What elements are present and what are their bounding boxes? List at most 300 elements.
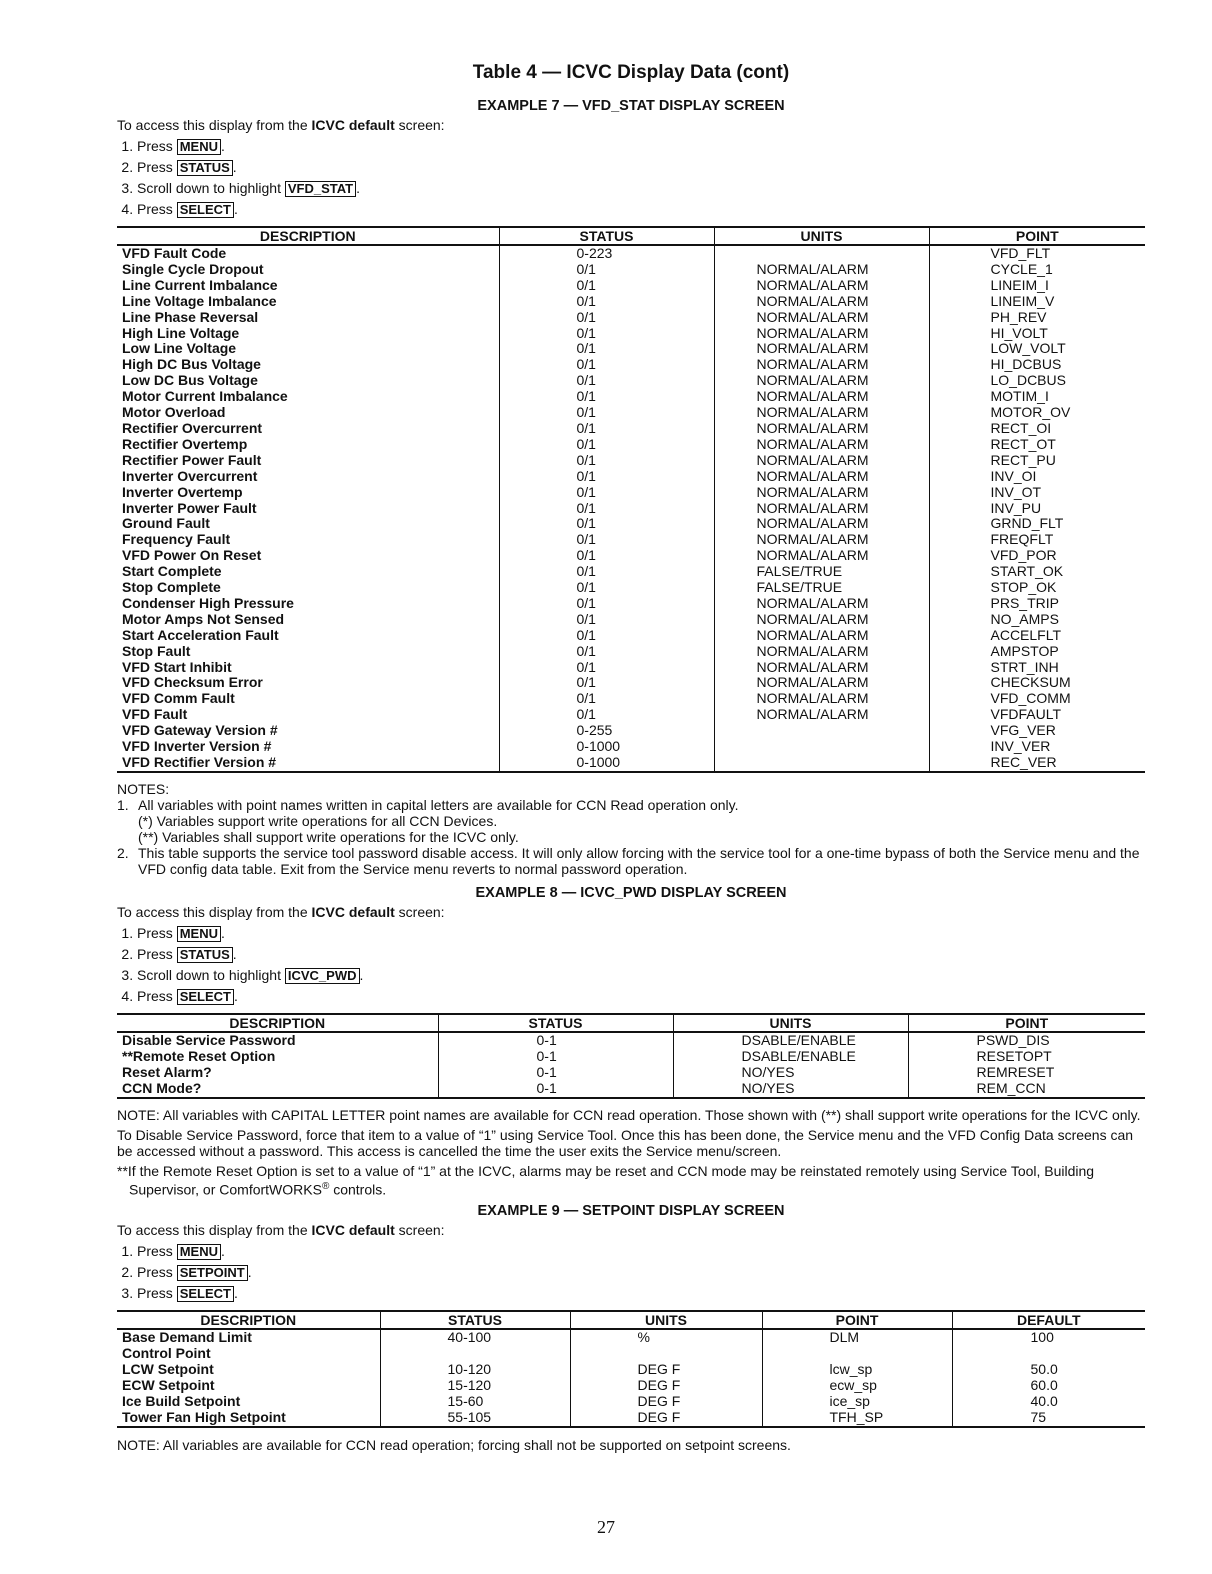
column-header: POINT [908, 1014, 1145, 1032]
table-cell: 0/1 [499, 421, 714, 437]
table-cell: 0/1 [499, 341, 714, 357]
table-row [117, 262, 1145, 278]
table-cell: NORMAL/ALARM [714, 501, 929, 517]
step-text: Press [137, 924, 177, 941]
step-end: . [232, 945, 237, 962]
table-cell: PRS_TRIP [929, 596, 1145, 612]
status-key[interactable]: STATUS [177, 947, 233, 963]
table-cell: VFD Rectifier Version # [117, 755, 499, 772]
table-cell: 0/1 [499, 469, 714, 485]
paragraph-remote-reset [117, 1163, 1145, 1198]
table-row [117, 1329, 1145, 1346]
table-cell: 0/1 [499, 532, 714, 548]
table-row [117, 628, 1145, 644]
table-row [117, 532, 1145, 548]
table-cell: LINEIM_I [929, 278, 1145, 294]
step-text: Press [137, 138, 177, 154]
table-cell: VFD_FLT [929, 245, 1145, 262]
step-end: . [247, 1264, 252, 1281]
table-cell: VFD_COMM [929, 691, 1145, 707]
column-header: UNITS [714, 227, 929, 245]
note-number: 1. [117, 796, 129, 813]
table-cell: NORMAL/ALARM [714, 660, 929, 676]
table-cell: NO/YES [673, 1081, 908, 1098]
icvc-pwd-key[interactable]: ICVC_PWD [285, 968, 360, 984]
table-cell [380, 1346, 570, 1362]
table-cell: 0/1 [499, 453, 714, 469]
table-cell: DLM [762, 1329, 952, 1346]
table-row [117, 437, 1145, 453]
column-header: STATUS [499, 227, 714, 245]
table-cell: INV_VER [929, 739, 1145, 755]
step [137, 1241, 1145, 1262]
table-cell: NO_AMPS [929, 612, 1145, 628]
table-cell: Tower Fan High Setpoint [117, 1410, 380, 1427]
table-cell: INV_OI [929, 469, 1145, 485]
table-cell: INV_OT [929, 485, 1145, 501]
menu-key[interactable]: MENU [177, 139, 221, 155]
table-cell: 0/1 [499, 612, 714, 628]
table-cell: 0/1 [499, 564, 714, 580]
table-cell: DEG F [570, 1410, 762, 1427]
column-header: STATUS [380, 1311, 570, 1329]
example-9-intro [117, 1222, 1145, 1239]
example-7-steps [117, 136, 1145, 220]
step [137, 1283, 1145, 1304]
table-cell: 0/1 [499, 405, 714, 421]
table-cell: VFD_POR [929, 548, 1145, 564]
table-cell: RECT_PU [929, 453, 1145, 469]
table-cell: ACCELFLT [929, 628, 1145, 644]
table-cell: NORMAL/ALARM [714, 453, 929, 469]
intro-text-end: screen: [394, 903, 445, 920]
table-cell: Stop Complete [122, 579, 221, 596]
table-cell: GRND_FLT [929, 516, 1145, 532]
table-cell: 0-1 [438, 1049, 673, 1065]
page-number: 27 [597, 1517, 615, 1537]
table-cell: LCW Setpoint [122, 1361, 214, 1377]
table-cell: 0/1 [499, 310, 714, 326]
table-cell [714, 723, 929, 739]
table-cell: 0/1 [499, 580, 714, 596]
table-cell: Rectifier Overcurrent [122, 419, 263, 436]
example-8-heading: EXAMPLE 8 — ICVC_PWD DISPLAY SCREEN [475, 884, 787, 901]
table-cell: 0/1 [499, 691, 714, 707]
step-text: Press [137, 159, 177, 175]
example-9-heading: EXAMPLE 9 — SETPOINT DISPLAY SCREEN [477, 1203, 785, 1220]
table-cell: REMRESET [908, 1065, 1145, 1081]
intro-text-end: screen: [394, 117, 445, 133]
table-cell: DSABLE/ENABLE [673, 1049, 908, 1065]
table-cell: Disable Service Password [122, 1031, 296, 1048]
table-row [117, 691, 1145, 707]
table-row [117, 389, 1145, 405]
table-cell: 0/1 [499, 278, 714, 294]
table-cell: 0-1 [438, 1081, 673, 1098]
table-row [117, 644, 1145, 660]
table-cell: VFD Power On Reset [122, 547, 262, 564]
table-row [117, 278, 1145, 294]
column-header: POINT [762, 1311, 952, 1329]
table-cell: Line Current Imbalance [122, 276, 278, 293]
table-cell: 0/1 [499, 262, 714, 278]
table-row [117, 245, 1145, 262]
setpoint-note: NOTE: All variables are available for CCN read operation; forcing shall not be supported on setpoint screens. [117, 1436, 791, 1453]
table-cell: 50.0 [952, 1362, 1145, 1378]
table-cell: NORMAL/ALARM [714, 341, 929, 357]
table-cell: ecw_sp [762, 1378, 952, 1394]
intro-bold: ICVC default [311, 1222, 395, 1239]
step [137, 157, 1145, 178]
table-cell: NORMAL/ALARM [714, 516, 929, 532]
table-cell: NORMAL/ALARM [714, 357, 929, 373]
table-row [117, 1081, 1145, 1098]
table-cell: 0-1 [438, 1065, 673, 1081]
table-cell: Line Phase Reversal [122, 308, 259, 325]
example-7-section [117, 98, 1145, 877]
table-row [117, 357, 1145, 373]
table-cell: NORMAL/ALARM [714, 485, 929, 501]
table-cell: Frequency Fault [122, 531, 231, 548]
table-row [117, 1032, 1145, 1049]
notes-title: NOTES: [117, 780, 170, 797]
step-end: . [356, 180, 361, 196]
note: NOTE: All variables with CAPITAL LETTER point names are available for CCN read operation. Those shown with (**) shall support write operations for the ICVC only. [117, 1106, 1141, 1123]
table-cell: NO/YES [673, 1065, 908, 1081]
table-cell: 0/1 [499, 389, 714, 405]
example-7-heading: EXAMPLE 7 — VFD_STAT DISPLAY SCREEN [477, 98, 785, 114]
table-cell: VFD Checksum Error [122, 674, 263, 691]
note-1b: (**) Variables shall support write operations for the ICVC only. [138, 828, 519, 845]
table-row [117, 564, 1145, 580]
table-row [117, 326, 1145, 342]
intro-bold: ICVC default [311, 117, 395, 133]
table-cell: ice_sp [762, 1394, 952, 1410]
vfd-stat-table [117, 226, 1145, 773]
table-cell [714, 755, 929, 772]
table-cell: 0/1 [499, 660, 714, 676]
table-cell: INV_PU [929, 501, 1145, 517]
step-end: . [233, 1285, 238, 1302]
step [137, 923, 1145, 944]
step-text: Press [137, 1285, 177, 1302]
select-key[interactable]: SELECT [177, 989, 234, 1005]
table-cell: REM_CCN [908, 1081, 1145, 1098]
table-cell: NORMAL/ALARM [714, 262, 929, 278]
table-cell: Inverter Power Fault [122, 499, 257, 516]
example-8-intro [117, 904, 1145, 921]
table-cell: 40.0 [952, 1394, 1145, 1410]
table-row [117, 755, 1145, 772]
table-cell: 55-105 [380, 1410, 570, 1427]
table-cell: 0/1 [499, 501, 714, 517]
table-cell: 100 [952, 1329, 1145, 1346]
note-number: 2. [117, 844, 129, 861]
select-key[interactable]: SELECT [177, 1286, 234, 1302]
table-cell: VFD Inverter Version # [122, 738, 272, 755]
table-cell: NORMAL/ALARM [714, 596, 929, 612]
table-cell [952, 1346, 1145, 1362]
table-cell: NORMAL/ALARM [714, 548, 929, 564]
icvc-pwd-table [117, 1013, 1145, 1099]
table-row [117, 1362, 1145, 1378]
table-cell: NORMAL/ALARM [714, 691, 929, 707]
step [137, 178, 1145, 199]
table-cell: 60.0 [952, 1378, 1145, 1394]
menu-key[interactable]: MENU [177, 1244, 221, 1260]
table-cell [570, 1346, 762, 1362]
column-header: DEFAULT [952, 1311, 1145, 1329]
note-2 [117, 845, 1145, 877]
step-text: Scroll down to highlight [137, 966, 285, 983]
table-cell: FALSE/TRUE [714, 564, 929, 580]
table-cell: FALSE/TRUE [714, 580, 929, 596]
table-cell: 0/1 [499, 294, 714, 310]
para-text-end: controls. [329, 1181, 387, 1198]
table-cell: **Remote Reset Option [122, 1047, 276, 1064]
table-row [117, 660, 1145, 676]
table-row [117, 707, 1145, 723]
vfd-stat-key[interactable]: VFD_STAT [285, 181, 356, 197]
note-1a: (*) Variables support write operations for all CCN Devices. [138, 812, 498, 829]
table-cell: HI_DCBUS [929, 357, 1145, 373]
table-cell: NORMAL/ALARM [714, 707, 929, 723]
table-cell: Start Acceleration Fault [122, 626, 279, 643]
table-cell: Inverter Overcurrent [122, 467, 258, 484]
table-cell: NORMAL/ALARM [714, 437, 929, 453]
note-text: All variables with point names written in capital letters are available for CCN Read operation only. [138, 796, 739, 813]
table-cell: DSABLE/ENABLE [673, 1032, 908, 1049]
table-cell: 0-1 [438, 1032, 673, 1049]
table-cell: NORMAL/ALARM [714, 644, 929, 660]
example-7-intro [117, 117, 1145, 134]
table-cell: START_OK [929, 564, 1145, 580]
column-header: STATUS [438, 1014, 673, 1032]
table-row [117, 405, 1145, 421]
table-cell: 0/1 [499, 548, 714, 564]
table-cell: DEG F [570, 1362, 762, 1378]
table-cell: High Line Voltage [122, 324, 240, 341]
step [137, 986, 1145, 1007]
table-row [117, 675, 1145, 691]
column-header: DESCRIPTION [117, 1311, 380, 1329]
table-cell: CYCLE_1 [929, 262, 1145, 278]
table-cell: NORMAL/ALARM [714, 278, 929, 294]
table-cell: Rectifier Power Fault [122, 451, 262, 468]
table-row [117, 596, 1145, 612]
para-text: **If the Remote Reset Option is set to a value of “1” at the ICVC, alarms may be reset and CCN mode may be reinstated remotely using Service Tool, Building Supervisor, or ComfortWORKS [117, 1162, 1095, 1198]
column-header: UNITS [673, 1014, 908, 1032]
table-cell: NORMAL/ALARM [714, 373, 929, 389]
table-row [117, 1410, 1145, 1427]
table-title: Table 4 — ICVC Display Data (cont) [472, 62, 790, 83]
table-cell: Control Point [122, 1345, 211, 1362]
table-row [117, 294, 1145, 310]
table-cell: ECW Setpoint [122, 1376, 215, 1393]
table-cell: Start Complete [122, 563, 222, 580]
example-8-section [117, 885, 1145, 1197]
step [137, 136, 1145, 157]
table-cell: VFD Start Inhibit [122, 658, 232, 675]
note-1 [117, 797, 1145, 813]
table-cell: NORMAL/ALARM [714, 326, 929, 342]
table-cell: PSWD_DIS [908, 1032, 1145, 1049]
table-cell: RECT_OT [929, 437, 1145, 453]
intro-text-end: screen: [394, 1222, 445, 1239]
table-row [117, 1346, 1145, 1362]
status-key[interactable]: STATUS [177, 160, 233, 176]
table-row [117, 1065, 1145, 1081]
table-cell: VFD Comm Fault [122, 690, 235, 707]
table-cell [762, 1346, 952, 1362]
table-cell: NORMAL/ALARM [714, 612, 929, 628]
step [137, 965, 1145, 986]
table-row [117, 1394, 1145, 1410]
table-cell: 0/1 [499, 596, 714, 612]
page [117, 60, 1145, 1457]
table-cell: LOW_VOLT [929, 341, 1145, 357]
table-cell: lcw_sp [762, 1362, 952, 1378]
table-cell: Low DC Bus Voltage [122, 372, 258, 389]
setpoint-table [117, 1310, 1145, 1427]
step-text: Press [137, 1264, 177, 1281]
table-row [117, 612, 1145, 628]
table-row [117, 341, 1145, 357]
step [137, 944, 1145, 965]
table-cell: DEG F [570, 1394, 762, 1410]
table-cell: Rectifier Overtemp [122, 435, 248, 452]
step-end: . [220, 138, 225, 154]
table-cell: 0/1 [499, 437, 714, 453]
table-row [117, 501, 1145, 517]
table-cell: HI_VOLT [929, 326, 1145, 342]
table-cell: Ground Fault [122, 515, 210, 532]
step-text: Press [137, 1243, 177, 1260]
table-cell: NORMAL/ALARM [714, 405, 929, 421]
table-cell: MOTIM_I [929, 389, 1145, 405]
table-cell: Condenser High Pressure [122, 594, 294, 611]
table-cell: Ice Build Setpoint [122, 1392, 241, 1409]
table-cell: VFD Gateway Version # [122, 722, 278, 739]
step-text: Scroll down to highlight [137, 180, 285, 196]
example-7-notes [117, 781, 1145, 877]
table-cell: NORMAL/ALARM [714, 532, 929, 548]
table-cell: NORMAL/ALARM [714, 310, 929, 326]
table-cell: Stop Fault [122, 642, 191, 659]
table-cell: STRT_INH [929, 660, 1145, 676]
table-cell: 0/1 [499, 516, 714, 532]
table-cell: 40-100 [380, 1329, 570, 1346]
step [137, 1262, 1145, 1283]
table-row [117, 739, 1145, 755]
table-cell: 0/1 [499, 485, 714, 501]
select-key[interactable]: SELECT [177, 202, 234, 218]
table-cell: VFD Fault Code [122, 245, 227, 261]
menu-key[interactable]: MENU [177, 926, 221, 942]
table-cell: VFG_VER [929, 723, 1145, 739]
table-cell: VFDFAULT [929, 707, 1145, 723]
step-end: . [233, 201, 238, 217]
column-header: POINT [929, 227, 1145, 245]
column-header: DESCRIPTION [117, 227, 499, 245]
table-cell: NORMAL/ALARM [714, 628, 929, 644]
table-row [117, 1378, 1145, 1394]
table-cell: LINEIM_V [929, 294, 1145, 310]
example-8-steps [117, 923, 1145, 1007]
table-cell: Reset Alarm? [122, 1063, 212, 1080]
example-9-steps [117, 1241, 1145, 1304]
table-cell: 0/1 [499, 326, 714, 342]
table-cell: TFH_SP [762, 1410, 952, 1427]
step-end: . [220, 924, 225, 941]
table-cell: Motor Amps Not Sensed [122, 610, 285, 627]
step [137, 199, 1145, 220]
table-cell: Motor Overload [122, 404, 226, 421]
step-end: . [359, 966, 364, 983]
table-cell: DEG F [570, 1378, 762, 1394]
table-row [117, 485, 1145, 501]
table-row [117, 548, 1145, 564]
paragraph-disable-password: To Disable Service Password, force that item to a value of “1” using Service Tool. Once this has been done, the Service menu and the VFD Config Data screens can be accessed without a password. This access is cancelled the time the user exits the Service menu/screen. [117, 1126, 1134, 1159]
intro-text: To access this display from the [117, 1222, 312, 1239]
table-row [117, 421, 1145, 437]
example-9-section [117, 1203, 1145, 1452]
table-cell: Single Cycle Dropout [122, 260, 264, 277]
table-row [117, 469, 1145, 485]
table-cell: RECT_OI [929, 421, 1145, 437]
table-cell: % [570, 1329, 762, 1346]
table-row [117, 1049, 1145, 1065]
table-cell: 15-120 [380, 1378, 570, 1394]
table-cell: High DC Bus Voltage [122, 356, 261, 373]
table-cell: MOTOR_OV [929, 405, 1145, 421]
table-cell: REC_VER [929, 755, 1145, 772]
step-text: Press [137, 987, 177, 1004]
table-cell: NORMAL/ALARM [714, 421, 929, 437]
step-end: . [232, 159, 237, 175]
table-cell: Base Demand Limit [122, 1329, 252, 1346]
table-cell: 10-120 [380, 1362, 570, 1378]
table-row [117, 453, 1145, 469]
table-cell: STOP_OK [929, 580, 1145, 596]
table-cell: 0-1000 [499, 755, 714, 772]
setpoint-key[interactable]: SETPOINT [177, 1265, 248, 1281]
intro-bold: ICVC default [311, 903, 395, 920]
table-cell [714, 739, 929, 755]
example-8-notes [117, 1107, 1145, 1198]
table-cell: 0/1 [499, 644, 714, 660]
table-cell: 0-1000 [499, 739, 714, 755]
table-row [117, 580, 1145, 596]
registered-mark: ® [321, 1180, 330, 1192]
table-cell: FREQFLT [929, 532, 1145, 548]
table-row [117, 723, 1145, 739]
table-cell: NORMAL/ALARM [714, 675, 929, 691]
column-header: DESCRIPTION [117, 1014, 438, 1032]
table-cell: PH_REV [929, 310, 1145, 326]
table-cell: 0/1 [499, 357, 714, 373]
table-cell: Low Line Voltage [122, 340, 237, 357]
column-header: UNITS [570, 1311, 762, 1329]
step-text: Press [137, 945, 177, 962]
table-cell: Inverter Overtemp [122, 483, 243, 500]
table-cell: VFD Fault [122, 706, 188, 723]
table-cell: Line Voltage Imbalance [122, 292, 277, 309]
table-row [117, 373, 1145, 389]
step-end: . [220, 1243, 225, 1260]
table-cell [714, 245, 929, 262]
table-cell: AMPSTOP [929, 644, 1145, 660]
